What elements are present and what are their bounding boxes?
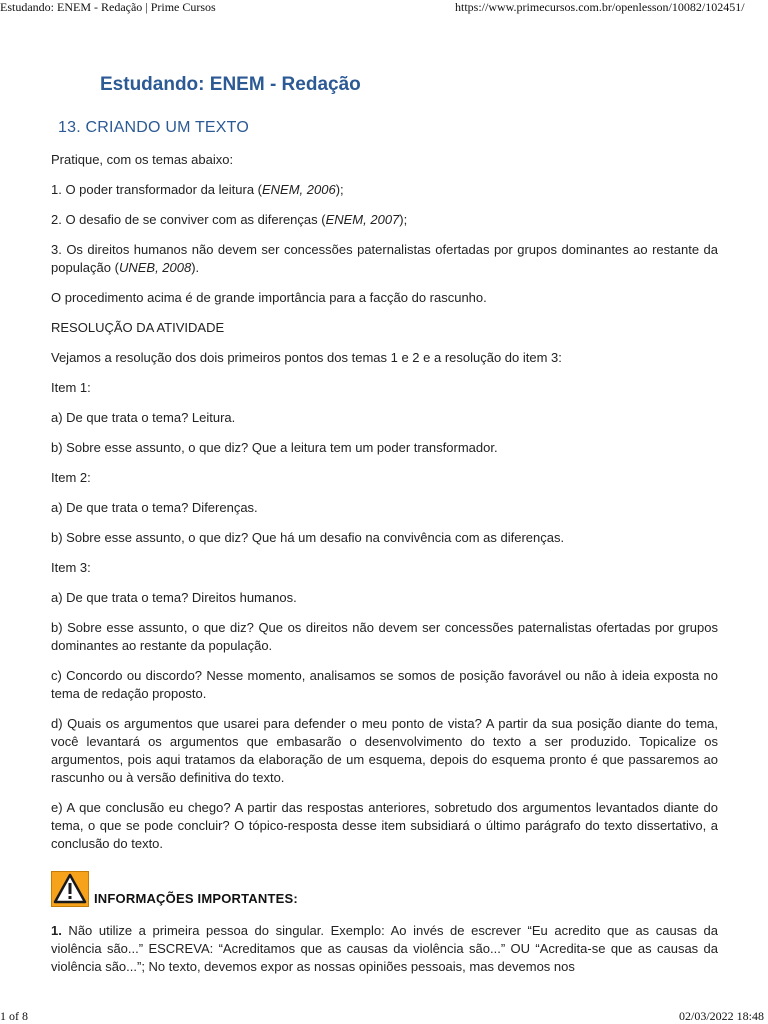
item-2-label: Item 2: bbox=[51, 470, 91, 485]
procedure-note: O procedimento acima é de grande importância para a facção do rascunho. bbox=[51, 290, 487, 305]
item-3-b: b) Sobre esse assunto, o que diz? Que os direitos não devem ser concessões paternalistas ofertadas por grupos dominantes ao restante da população. bbox=[51, 620, 718, 653]
item-3-label: Item 3: bbox=[51, 560, 91, 575]
important-notice bbox=[51, 871, 718, 911]
item-3-e: e) A que conclusão eu chego? A partir das respostas anteriores, sobretudo dos argumentos levantados diante do tema, o que se pode concluir? O tópico-resposta desse item subsidiará o último parágrafo do texto dissertativo, a conclusão do texto. bbox=[51, 800, 718, 851]
print-datetime: 02/03/2022 18:48 bbox=[679, 1009, 765, 1023]
item-1-label: Item 1: bbox=[51, 380, 91, 395]
item-1-b: b) Sobre esse assunto, o que diz? Que a leitura tem um poder transformador. bbox=[51, 440, 498, 455]
theme-2-source: ENEM, 2007 bbox=[325, 212, 400, 227]
rule-1-number: 1. bbox=[51, 923, 62, 938]
theme-2: 2. O desafio de se conviver com as diferenças (ENEM, 2007); bbox=[51, 212, 408, 227]
item-3-c: c) Concordo ou discordo? Nesse momento, analisamos se somos de posição favorável ou não à ideia exposta no tema de redação proposto. bbox=[51, 668, 718, 701]
important-title: INFORMAÇÕES IMPORTANTES: bbox=[94, 891, 298, 906]
browser-page-title: Estudando: ENEM - Redação | Prime Cursos bbox=[0, 0, 216, 14]
item-2-a: a) De que trata o tema? Diferenças. bbox=[51, 500, 258, 515]
rule-1 bbox=[51, 922, 718, 976]
print-header bbox=[0, 0, 768, 16]
lesson-heading: 13. CRIANDO UM TEXTO bbox=[58, 119, 249, 136]
page-counter: 1 of 8 bbox=[0, 1009, 28, 1023]
lesson-content bbox=[51, 151, 718, 865]
theme-3-source: UNEB, 2008 bbox=[118, 260, 192, 275]
item-3-d: d) Quais os argumentos que usarei para defender o meu ponto de vista? A partir da sua posição diante do tema, você levantará os argumentos que embasarão o desenvolvimento do texto a ser produzido. Topicalize os argumentos, pois aqui tratamos da elaboração de um esquema, depois do esquema pronto é que passaremos ao rascunho ou à versão definitiva do texto. bbox=[51, 716, 718, 785]
item-1-a: a) De que trata o tema? Leitura. bbox=[51, 410, 236, 425]
rule-1-text: Não utilize a primeira pessoa do singular. Exemplo: Ao invés de escrever “Eu acredito que as causas da violência são...” ESCREVA: “Acreditamos que as causas da violência são...” OU “Acredita-se que as causas da violência são...”; No texto, devemos expor as nossas opiniões pessoais, mas devemos nos bbox=[51, 923, 718, 974]
item-3-a: a) De que trata o tema? Direitos humanos. bbox=[51, 590, 297, 605]
warning-triangle-icon bbox=[52, 872, 88, 906]
intro-text: Pratique, com os temas abaixo: bbox=[51, 152, 234, 167]
resolution-title: RESOLUÇÃO DA ATIVIDADE bbox=[51, 320, 225, 335]
warning-icon bbox=[51, 871, 89, 907]
item-2-b: b) Sobre esse assunto, o que diz? Que há um desafio na convivência com as diferenças. bbox=[51, 530, 565, 545]
course-title: Estudando: ENEM - Redação bbox=[100, 74, 361, 95]
theme-1: 1. O poder transformador da leitura (ENEM, 2006); bbox=[51, 182, 344, 197]
theme-1-source: ENEM, 2006 bbox=[262, 182, 336, 197]
theme-3: 3. Os direitos humanos não devem ser concessões paternalistas ofertadas por grupos dominantes ao restante da população (UNEB, 2008). bbox=[51, 242, 718, 275]
browser-url[interactable]: https://www.primecursos.com.br/openlesson/10082/102451/ bbox=[455, 0, 745, 14]
print-footer bbox=[0, 1009, 768, 1024]
resolution-intro: Vejamos a resolução dos dois primeiros pontos dos temas 1 e 2 e a resolução do item 3: bbox=[51, 350, 562, 365]
